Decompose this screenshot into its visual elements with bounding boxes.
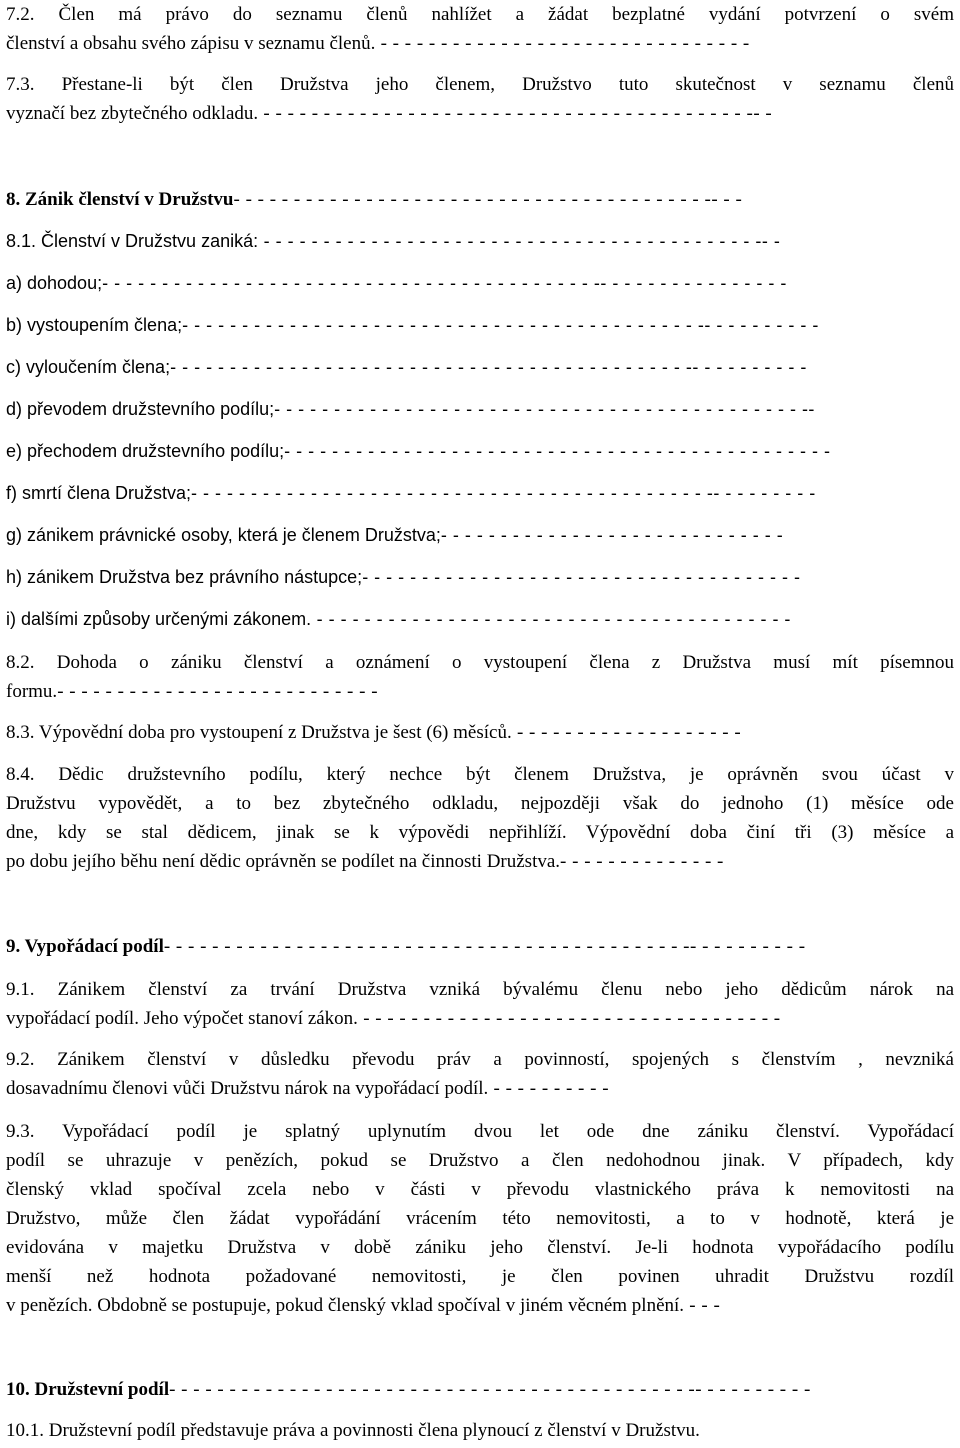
list-item (6, 563, 954, 592)
paragraph-line (6, 677, 954, 706)
paragraph-text: vypořádací podíl. Jeho výpočet stanoví zákon. (6, 1008, 358, 1029)
dash-leader: - - - - - - - - - - - - - - - - - - - - - - - - - - - - - - - - - - - - - (362, 567, 801, 587)
paragraph-text: dosavadnímu členovi vůči Družstvu nárok na vypořádací podíl. (6, 1078, 489, 1099)
heading-line (6, 932, 954, 961)
paragraph-line: 7.3. Přestane-li být člen Družstva jeho členem, Družstvo tuto skutečnost v seznamu členů (6, 74, 954, 95)
paragraph-line: Družstvu vypovědět, a to bez zbytečného odkladu, nejpozději však do jednoho (1) měsíce ode (6, 793, 954, 814)
dash-leader: - - - - - - - - - - - - - - - - - - - - - - - - - - - - - - - - - - - - - - - - -- - (258, 103, 773, 124)
paragraph-line: 8.2. Dohoda o zániku členství a oznámení o vystoupení člena z Družstva musí mít písemnou (6, 652, 954, 673)
paragraph-line (6, 847, 954, 876)
section-title: 9. Vypořádací podíl (6, 936, 164, 957)
termination-list-item-h (6, 563, 954, 592)
list-item (6, 311, 954, 340)
paragraph-7-3 (6, 70, 954, 128)
dash-leader: - - - - - - - - - - - - - - - - - - - - - - - - - - - - - - - - - - - - - - - - - - - -- - - - - - - - - - (170, 357, 807, 377)
dash-leader: - - - - - - - - - - - - - - - - - - - - - - - - - - - - - - - - - - - - - - - - - -- - - - - - - - - - - - - - - - (102, 273, 787, 293)
list-item (6, 605, 954, 634)
dash-leader: - - - - - - - - - - - - - - - - - - - - - - - - - - - - - - - (375, 33, 750, 54)
paragraph-line (6, 1291, 954, 1320)
paragraph-text: formu. (6, 681, 58, 702)
dash-leader: - - - - - - - - - - - - - - - - - - - - - - - - - - - - - - - - - - - - - - - - - - - -- - - - - - - - - - (163, 936, 806, 957)
paragraph-8-1 (6, 227, 954, 256)
list-item-text: g) zánikem právnické osoby, která je členem Družstva; (6, 525, 441, 545)
section-heading-10 (6, 1375, 954, 1404)
dash-leader: - - - - - - - - - - - - - - - - - - - - - - - - - - - - - - - - - - - (357, 1008, 781, 1029)
termination-list-item-i (6, 605, 954, 634)
paragraph-8-3 (6, 718, 954, 747)
paragraph-10-1 (6, 1416, 954, 1445)
paragraph-line: 10.1. Družstevní podíl představuje práva a povinnosti člena plynoucí z členství v Družstvu. (6, 1420, 700, 1441)
list-item-text: f) smrtí člena Družstva; (6, 483, 192, 503)
list-item (6, 437, 954, 466)
list-item (6, 269, 954, 298)
section-title: 8. Zánik členství v Družstvu (6, 189, 234, 210)
paragraph-line: členský vklad spočíval zcela nebo v části v převodu vlastnického práva k nemovitosti na (6, 1179, 954, 1200)
paragraph-line: evidována v majetku Družstva v době zániku jeho členství. Je-li hodnota vypořádacího podílu (6, 1237, 954, 1258)
paragraph-line: dne, kdy se stal dědicem, jinak se k výpovědi nepřihlíží. Výpovědní doba činí tři (3) měsíce a (6, 822, 954, 843)
section-heading-9 (6, 932, 954, 961)
dash-leader: - - - - - - - - - - - - - - - - - - - - - - - - - - - (57, 681, 379, 702)
dash-leader: - - - - - - - - - - - - - - (560, 851, 724, 872)
list-item-text: b) vystoupením člena; (6, 315, 183, 335)
paragraph-line: 9.2. Zánikem členství v důsledku převodu práv a povinností, spojených s členstvím , nevzniká (6, 1049, 954, 1070)
paragraph-line: 7.2. Člen má právo do seznamu členů nahlížet a žádat bezplatné vydání potvrzení o svém (6, 4, 954, 25)
section-title: 10. Družstevní podíl (6, 1379, 170, 1400)
list-item (6, 479, 954, 508)
paragraph-text: vyznačí bez zbytečného odkladu. (6, 103, 259, 124)
paragraph-8-2 (6, 648, 954, 706)
termination-list-item-g (6, 521, 954, 550)
paragraph-line: Družstvo, může člen žádat vypořádání vrácením této nemovitosti, a to v hodnotě, která je (6, 1208, 954, 1229)
paragraph-9-3 (6, 1117, 954, 1320)
dash-leader: - - - - - - - - - - - - - - - - - - - - - - - - - - - - - - - - - - - - - - - - - - - - - - (284, 441, 831, 461)
paragraph-7-2 (6, 0, 954, 58)
dash-leader: - - - - - - - - - - - - - - - - - - - - - - - - - - - - - - - - - - - - - - - - - -- - (258, 231, 781, 251)
dash-leader: - - - - - - - - - - - - - - - - - - - - - - - - - - - - - - - - - - - - - - - - - - - -- - - - - - - - - - (182, 315, 819, 335)
paragraph-text: po dobu jejího běhu není dědic oprávněn se podílet na činnosti Družstva. (6, 851, 561, 872)
list-item (6, 353, 954, 382)
termination-list-item-b (6, 311, 954, 340)
paragraph-text: v penězích. Obdobně se postupuje, pokud členský vklad spočíval v jiném věcném plnění. (6, 1295, 685, 1316)
section-heading-8 (6, 185, 954, 214)
dash-leader: - - - - - - - - - - - - - - - - - - - - - - - - - - - - - - - - - - - - - - - -- - - (233, 189, 743, 210)
paragraph-line: menší než hodnota požadované nemovitosti, je člen povinen uhradit Družstvu rozdíl (6, 1266, 954, 1287)
paragraph-line: 8.4. Dědic družstevního podílu, který nechce být členem Družstva, je oprávněn svou účast v (6, 764, 954, 785)
dash-leader: - - - - - - - - - - - - - - - - - - - - - - - - - - - - - - - - - - - - - - - - - - - -- - - - - - - - - - (169, 1379, 811, 1400)
list-item-text: e) přechodem družstevního podílu; (6, 441, 285, 461)
list-item-text: c) vyloučením člena; (6, 357, 171, 377)
paragraph-line (6, 718, 954, 747)
paragraph-line: 9.3. Vypořádací podíl je splatný uplynutím dvou let ode dne zániku členství. Vypořádací (6, 1121, 954, 1142)
list-item (6, 395, 954, 424)
dash-leader: - - - (684, 1295, 721, 1316)
list-item (6, 521, 954, 550)
paragraph-line (6, 29, 954, 58)
dash-leader: - - - - - - - - - - - - - - - - - - - (511, 722, 742, 743)
paragraph-line: 9.1. Zánikem členství za trvání Družstva vzniká bývalému členu nebo jeho dědicům nárok na (6, 979, 954, 1000)
dash-leader: - - - - - - - - - - (488, 1078, 610, 1099)
dash-leader: - - - - - - - - - - - - - - - - - - - - - - - - - - - - - - - - - - - - - - - - - - - -- - - - - - - - - (191, 483, 816, 503)
list-item-text: i) dalšími způsoby určenými zákonem. (6, 609, 312, 629)
termination-list-item-a (6, 269, 954, 298)
dash-leader: - - - - - - - - - - - - - - - - - - - - - - - - - - - - - - - - - - - - - - - - - - - - -- (274, 399, 815, 419)
paragraph-8-4 (6, 760, 954, 876)
dash-leader: - - - - - - - - - - - - - - - - - - - - - - - - - - - - - - - - - - - - - - - - (311, 609, 791, 629)
heading-line (6, 185, 954, 214)
dash-leader: - - - - - - - - - - - - - - - - - - - - - - - - - - - - - (440, 525, 784, 545)
paragraph-line: podíl se uhrazuje v penězích, pokud se Družstvo a člen nedohodnou jinak. V případech, kdy (6, 1150, 954, 1171)
paragraph-line (6, 227, 954, 256)
paragraph-line (6, 1074, 954, 1103)
heading-line (6, 1375, 954, 1404)
paragraph-text: 8.3. Výpovědní doba pro vystoupení z Družstva je šest (6) měsíců. (6, 722, 512, 743)
paragraph-text: členství a obsahu svého zápisu v seznamu členů. (6, 33, 376, 54)
termination-list-item-d (6, 395, 954, 424)
list-item-text: d) převodem družstevního podílu; (6, 399, 275, 419)
list-item-text: a) dohodou; (6, 273, 103, 293)
termination-list-item-e (6, 437, 954, 466)
paragraph-text: 8.1. Členství v Družstvu zaniká: (6, 231, 259, 251)
termination-list-item-f (6, 479, 954, 508)
paragraph-line (6, 99, 954, 128)
termination-list-item-c (6, 353, 954, 382)
paragraph-line (6, 1004, 954, 1033)
list-item-text: h) zánikem Družstva bez právního nástupce; (6, 567, 363, 587)
paragraph-9-1 (6, 975, 954, 1033)
paragraph-9-2 (6, 1045, 954, 1103)
